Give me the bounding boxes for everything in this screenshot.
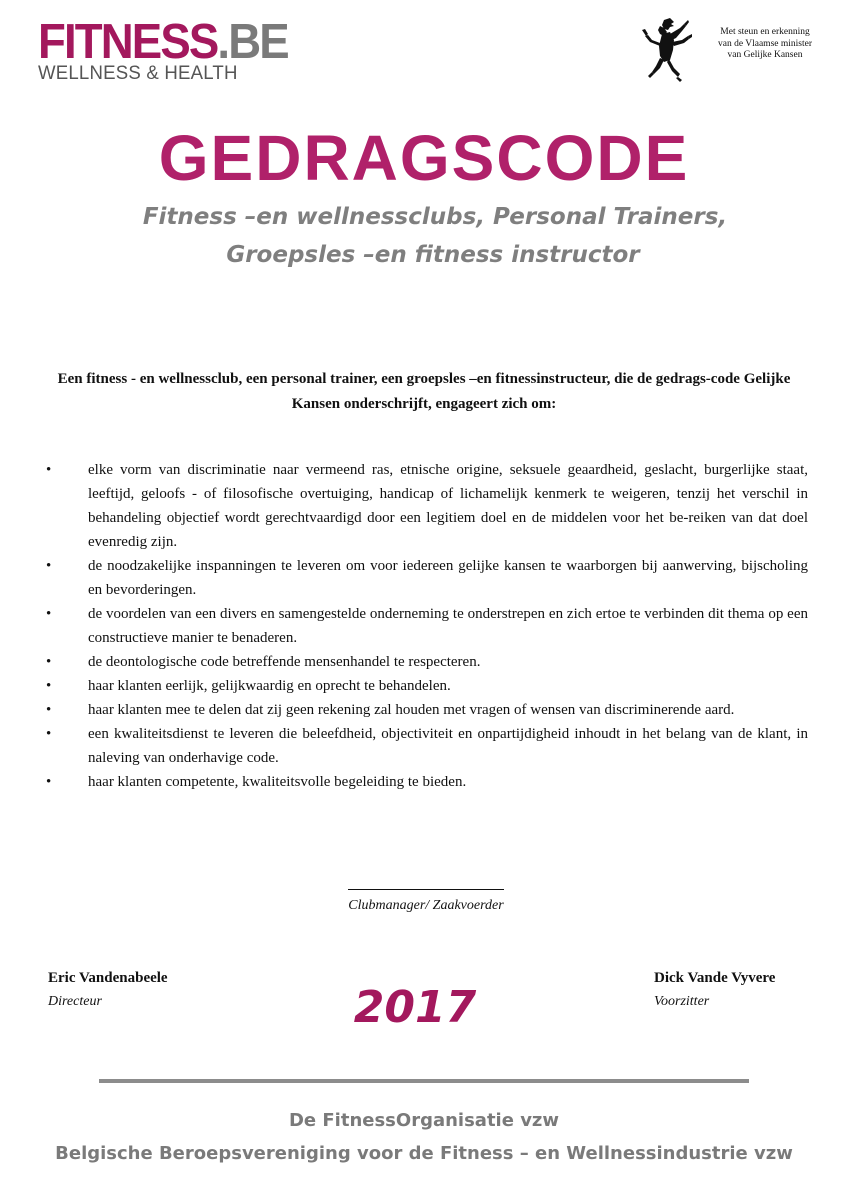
flemish-lion-icon: [640, 16, 694, 86]
director-role: Directeur: [48, 994, 102, 1009]
document-title: GEDRAGSCODE: [158, 122, 690, 194]
fitness-be-logo: [38, 15, 318, 85]
subtitle-line-2: Groepsles –en fitness instructor: [226, 242, 640, 268]
director-name: Eric Vandenabeele: [48, 970, 168, 986]
signature-label: Clubmanager/ Zaakvoerder: [348, 898, 504, 913]
document-subtitle: [0, 198, 848, 274]
footer-divider: [99, 1079, 749, 1083]
logo-tagline: WELLNESS & HEALTH: [38, 63, 238, 84]
intro-paragraph: Een fitness - en wellnessclub, een personal trainer, een groepsles –en fitnessinstructeur, die de gedrags-code Gelijke Kansen onderschrijft, engageert zich om:: [57, 371, 791, 412]
support-line: Met steun en erkenning: [720, 27, 810, 37]
list-item: • de noodzakelijke inspanningen te leveren om voor iedereen gelijke kansen te waarborgen bij aanwerving, bijscholing en bevorderingen.: [40, 554, 808, 602]
chairman-block: [654, 970, 775, 1010]
support-line: van Gelijke Kansen: [727, 50, 803, 60]
logo-wordmark-part2: .BE: [217, 15, 288, 69]
year-label: 2017: [353, 982, 477, 1033]
support-line: van de Vlaamse minister: [717, 38, 812, 49]
support-text: [700, 27, 830, 62]
list-item: • haar klanten competente, kwaliteitsvolle begeleiding te bieden.: [40, 770, 808, 794]
list-item: • een kwaliteitsdienst te leveren die beleefdheid, objectiviteit en onpartijdigheid inhoudt in het belang van de klant, in naleving van onderhavige code.: [40, 722, 808, 770]
list-item: • de deontologische code betreffende mensenhandel te respecteren.: [40, 650, 808, 674]
chairman-role: Voorzitter: [654, 994, 710, 1009]
footer-association: Belgische Beroepsvereniging voor de Fitness – en Wellnessindustrie vzw: [55, 1143, 793, 1164]
list-item: • elke vorm van discriminatie naar vermeend ras, etnische origine, seksuele geaardheid, geslacht, burgerlijke staat, leeftijd, geloofs - of filosofische overtuiging, handicap of lichamelijk kenmerk te weigeren, tenzij het verschil in behandeling objectief wordt gerechtvaardigd door een legitiem doel en de middelen voor het be-reiken van dat doel evenredig zijn.: [40, 458, 808, 554]
footer-organisation: De FitnessOrganisatie vzw: [288, 1110, 560, 1131]
list-item: • haar klanten eerlijk, gelijkwaardig en oprecht te behandelen.: [40, 674, 808, 698]
logo-wordmark-part1: FITNESS: [38, 15, 218, 69]
list-item: • haar klanten mee te delen dat zij geen rekening zal houden met vragen of wensen van discriminerende aard.: [40, 698, 808, 722]
chairman-name: Dick Vande Vyvere: [654, 970, 776, 986]
subtitle-line-1: Fitness –en wellnessclubs, Personal Trainers,: [142, 204, 728, 230]
list-item: • de voordelen van een divers en samengestelde onderneming te onderstrepen en zich ertoe te verbinden dit thema op een constructieve manier te benaderen.: [40, 602, 808, 650]
signature-line: [348, 889, 504, 890]
commitment-list: [40, 458, 808, 794]
logo-wordmark: [38, 15, 298, 69]
